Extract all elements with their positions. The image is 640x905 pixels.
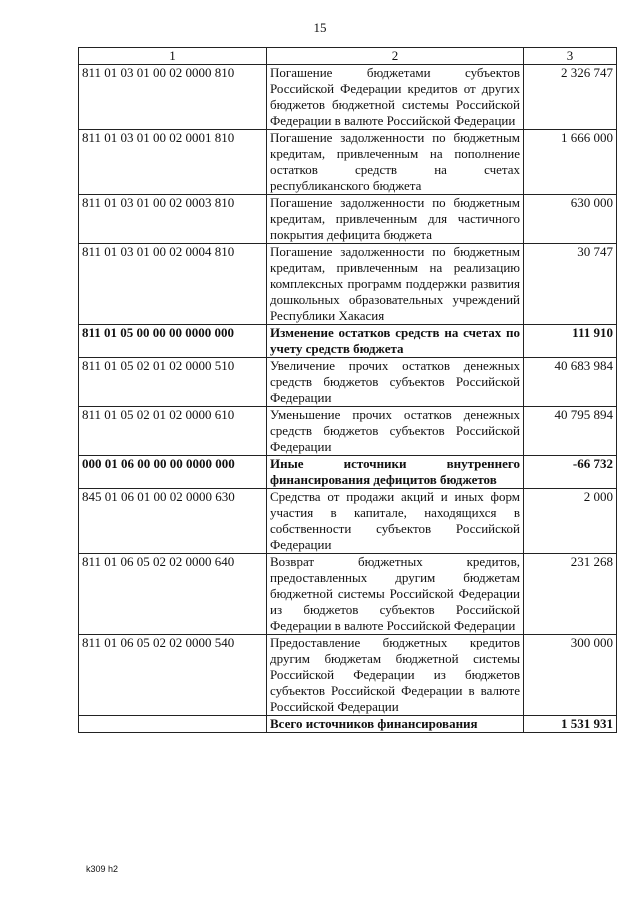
row-amount: 30 747 (524, 244, 617, 325)
table-row (79, 325, 617, 358)
row-name: Иные источники внутреннего финансирования дефицитов бюджетов (267, 456, 524, 489)
page-number: 15 (313, 20, 327, 35)
header-col-3: 3 (524, 48, 617, 65)
table-row (79, 554, 617, 635)
total-row (79, 716, 617, 733)
table-body (79, 65, 617, 716)
total-amount: 1 531 931 (524, 716, 617, 733)
table-row (79, 244, 617, 325)
row-code: 811 01 06 05 02 02 0000 540 (79, 635, 267, 716)
row-code: 000 01 06 00 00 00 0000 000 (79, 456, 267, 489)
table-row (79, 65, 617, 130)
row-amount: 2 000 (524, 489, 617, 554)
row-code: 845 01 06 01 00 02 0000 630 (79, 489, 267, 554)
header-col-2: 2 (267, 48, 524, 65)
row-name: Увеличение прочих остатков денежных средств бюджетов субъектов Российской Федерации (267, 358, 524, 407)
row-name: Средства от продажи акций и иных форм участия в капитале, находящихся в собственности субъектов Российской Федерации (267, 489, 524, 554)
total-label: Всего источников финансирования (267, 716, 524, 733)
row-code: 811 01 03 01 00 02 0004 810 (79, 244, 267, 325)
row-name: Погашение задолженности по бюджетным кредитам, привлеченным для частичного покрытия дефицита бюджета (267, 195, 524, 244)
row-name: Погашение бюджетами субъектов Российской Федерации кредитов от других бюджетов бюджетной системы Российской Федерации в валюте Российской Федерации (267, 65, 524, 130)
row-name: Уменьшение прочих остатков денежных средств бюджетов субъектов Российской Федерации (267, 407, 524, 456)
row-code: 811 01 03 01 00 02 0003 810 (79, 195, 267, 244)
row-amount: 2 326 747 (524, 65, 617, 130)
row-amount: 40 683 984 (524, 358, 617, 407)
row-amount: 630 000 (524, 195, 617, 244)
row-code: 811 01 05 02 01 02 0000 610 (79, 407, 267, 456)
row-name: Возврат бюджетных кредитов, предоставленных другим бюджетам бюджетной системы Российской Федерации из бюджетов субъектов Российской Федерации в валюте Российской Федерации (267, 554, 524, 635)
row-code: 811 01 05 02 01 02 0000 510 (79, 358, 267, 407)
total-code (79, 716, 267, 733)
header-row (79, 48, 617, 65)
table-row (79, 130, 617, 195)
footer-mark: k309 h2 (86, 864, 119, 874)
sources-table (78, 47, 617, 733)
row-amount: 300 000 (524, 635, 617, 716)
table-row (79, 635, 617, 716)
row-name: Предоставление бюджетных кредитов другим бюджетам бюджетной системы Российской Федерации из бюджетов субъектов Российской Федерации в валюте Российской Федерации (267, 635, 524, 716)
row-code: 811 01 03 01 00 02 0000 810 (79, 65, 267, 130)
row-name: Изменение остатков средств на счетах по учету средств бюджета (267, 325, 524, 358)
header-col-1: 1 (79, 48, 267, 65)
row-code: 811 01 05 00 00 00 0000 000 (79, 325, 267, 358)
row-amount: 231 268 (524, 554, 617, 635)
table-row (79, 456, 617, 489)
row-name: Погашение задолженности по бюджетным кредитам, привлеченным на пополнение остатков средств на счетах республиканского бюджета (267, 130, 524, 195)
table-row (79, 407, 617, 456)
table-row (79, 195, 617, 244)
row-amount: 111 910 (524, 325, 617, 358)
table-row (79, 489, 617, 554)
row-code: 811 01 06 05 02 02 0000 640 (79, 554, 267, 635)
row-name: Погашение задолженности по бюджетным кредитам, привлеченным на реализацию комплексных программ поддержки развития дошкольных образовательных учреждений Республики Хакасия (267, 244, 524, 325)
table-row (79, 358, 617, 407)
row-amount: -66 732 (524, 456, 617, 489)
row-amount: 40 795 894 (524, 407, 617, 456)
row-amount: 1 666 000 (524, 130, 617, 195)
row-code: 811 01 03 01 00 02 0001 810 (79, 130, 267, 195)
